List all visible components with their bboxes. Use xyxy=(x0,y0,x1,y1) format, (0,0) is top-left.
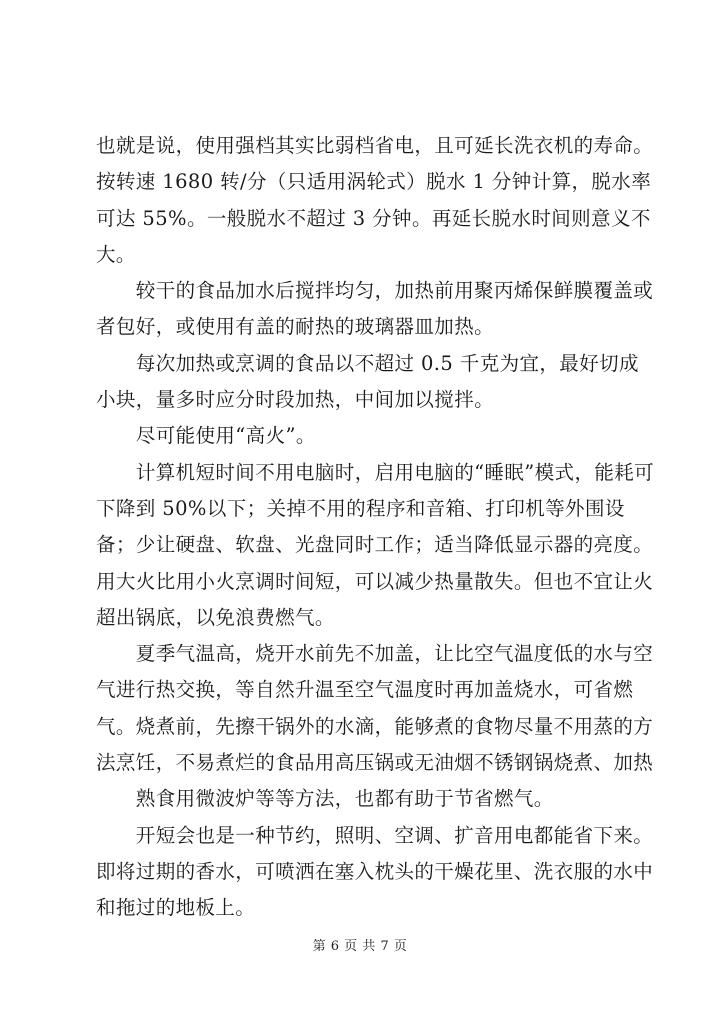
paragraph: 较干的食品加水后搅拌均匀，加热前用聚丙烯保鲜膜覆盖或者包好，或使用有盖的耐热的玻璃器皿加热。 xyxy=(96,279,654,339)
paragraph: 熟食用微波炉等等方法，也都有助于节省燃气。 xyxy=(96,787,554,811)
paragraph: 也就是说，使用强档其实比弱档省电，且可延长洗衣机的寿命。按转速 1680 转/分（只适用涡轮式）脱水 1 分钟计算，脱水率可达 55%。一般脱水不超过 3 分钟。再延长脱水时间则意义不大。 xyxy=(96,134,654,266)
paragraph: 尽可能使用“高火”。 xyxy=(96,424,316,448)
body-text xyxy=(96,128,656,927)
paragraph: 夏季气温高，烧开水前先不加盖，让比空气温度低的水与空气进行热交换，等自然升温至空气温度时再加盖烧水，可省燃气。烧煮前，先擦干锅外的水滴，能够煮的食物尽量不用蒸的方法烹饪，不易煮烂的食品用高压锅或无油烟不锈钢锅烧煮、加热 xyxy=(96,642,654,775)
paragraph: 开短会也是一种节约，照明、空调、扩音用电都能省下来。即将过期的香水，可喷洒在塞入枕头的干燥花里、洗衣服的水中和拖过的地板上。 xyxy=(96,823,654,920)
page-number-footer: 第 6 页 共 7 页 xyxy=(312,939,408,954)
paragraph: 计算机短时间不用电脑时，启用电脑的“睡眠”模式，能耗可下降到 50%以下；关掉不用的程序和音箱、打印机等外围设备；少让硬盘、软盘、光盘同时工作；适当降低显示器的亮度。用大火比用小火烹调时间短，可以减少热量散失。但也不宜让火超出锅底，以免浪费燃气。 xyxy=(96,460,655,629)
paragraph: 每次加热或烹调的食品以不超过 0.5 千克为宜，最好切成小块，量多时应分时段加热，中间加以搅拌。 xyxy=(96,351,639,412)
